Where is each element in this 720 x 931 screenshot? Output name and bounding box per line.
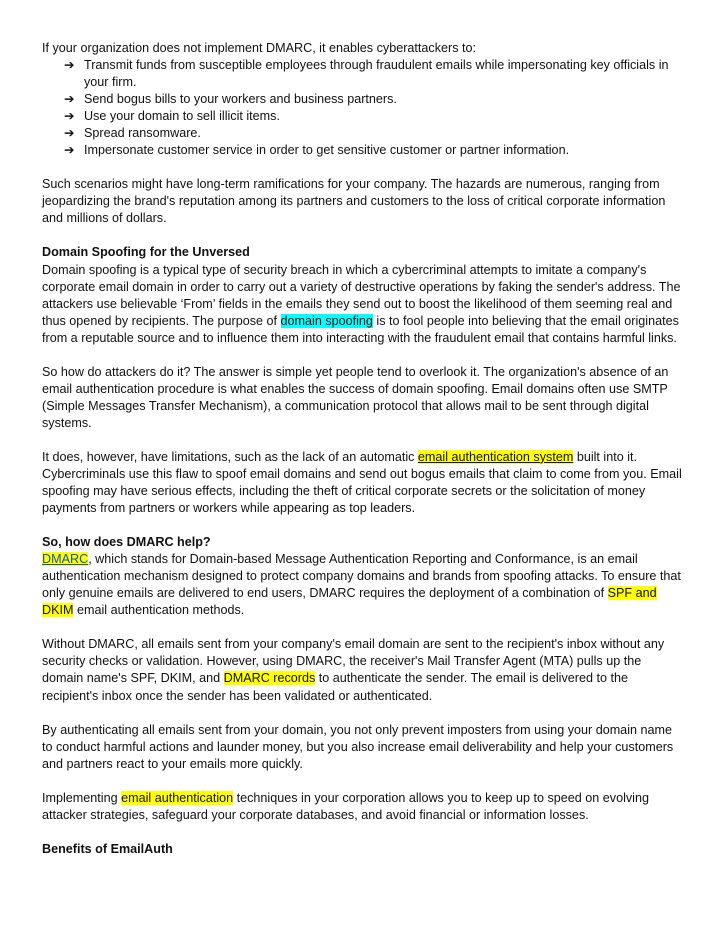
without-dmarc-paragraph: Without DMARC, all emails sent from your company's email domain are sent to the recipient's inbox without any security checks or validation. However, using DMARC, the receiver's Mail Transfer Agent (MTA) pulls up the domain name's SPF, DKIM, and DMARC records to authenticate the sender. The email is delivered to the recipient's inbox once the sender has been validated or authenticated. <box>42 637 665 703</box>
spf-dkim-highlight: SPF and DKIM <box>42 586 657 618</box>
arrow-icon: ➔ <box>64 126 75 141</box>
dmarc-heading: So, how does DMARC help? <box>42 535 211 550</box>
list-item: ➔ Transmit funds from susceptible employees through fraudulent emails while impersonating key officials in your firm. <box>64 58 669 90</box>
authenticating-paragraph: By authenticating all emails sent from your domain, you not only prevent imposters from using your domain name to conduct harmful actions and launder money, but you also increase email deliverability and help your customers and partners react to your emails more quickly. <box>42 722 674 771</box>
intro-text: If your organization does not implement DMARC, it enables cyberattackers to: <box>42 41 476 55</box>
arrow-icon: ➔ <box>64 143 75 158</box>
arrow-icon: ➔ <box>64 109 75 124</box>
spoofing-heading: Domain Spoofing for the Unversed <box>42 245 250 260</box>
scenarios-paragraph: Such scenarios might have long-term ramifications for your company. The hazards are numerous, ranging from jeopardizing the brand's reputation among its partners and customers to the loss of critical corporate information and millions of dollars. <box>42 177 666 226</box>
list-item: ➔ Send bogus bills to your workers and business partners. <box>42 91 682 108</box>
dmarc-records-highlight: DMARC records <box>223 671 316 686</box>
spoofing-paragraph: Domain spoofing is a typical type of security breach in which a cybercriminal attempts to imitate a company's corporate email domain in order to carry out a variety of destructive operations by faking the sender's address. The attackers use believable ‘From’ fields in the emails they send out to boost the likelihood of them seeming real and thus opened by recipients. The purpose of domain spoofing is to fool people into believing that the email originates from a reputable source and to influence them into interacting with the fraudulent email that contains harmful links. <box>42 262 681 345</box>
limitations-paragraph: It does, however, have limitations, such as the lack of an automatic email authentication system built into it. Cybercriminals use this flaw to spoof email domains and send out bogus emails that claim to come from you. Email spoofing may have serious effects, including the theft of critical corporate secrets or the solicitation of money payments from partners or workers while appearing as top leaders. <box>42 449 682 516</box>
arrow-icon: ➔ <box>64 92 75 107</box>
dmarc-link[interactable]: DMARC <box>42 552 89 567</box>
list-item: ➔ Impersonate customer service in order to get sensitive customer or partner information. <box>42 142 682 159</box>
list-item: ➔ Spread ransomware. <box>42 125 682 142</box>
list-item: ➔ Use your domain to sell illicit items. <box>42 108 682 125</box>
implementing-paragraph: Implementing email authentication techniques in your corporation allows you to keep up to speed on evolving attacker strategies, safeguard your corporate databases, and avoid financial or information losses. <box>42 790 649 822</box>
email-authentication-highlight: email authentication <box>121 790 234 805</box>
how-paragraph: So how do attackers do it? The answer is simple yet people tend to overlook it. The organization's absence of an email authentication procedure is what enables the success of domain spoofing. Email domains often use SMTP (Simple Messages Transfer Mechanism), a communication protocol that allows mail to be sent through digital systems. <box>42 364 669 430</box>
arrow-icon: ➔ <box>64 58 75 73</box>
benefits-heading: Benefits of EmailAuth <box>42 841 173 856</box>
email-authentication-system-link[interactable]: email authentication system <box>417 449 574 464</box>
dmarc-paragraph: DMARC, which stands for Domain-based Message Authentication Reporting and Conformance, is an email authentication mechanism designed to protect company domains and brands from spoofing attacks. To ensure that only genuine emails are delivered to end users, DMARC requires the deployment of a combination of SPF and DKIM email authentication methods. <box>42 552 681 618</box>
domain-spoofing-highlight: domain spoofing <box>280 313 373 328</box>
document-page <box>42 40 682 858</box>
risk-list <box>42 57 682 159</box>
